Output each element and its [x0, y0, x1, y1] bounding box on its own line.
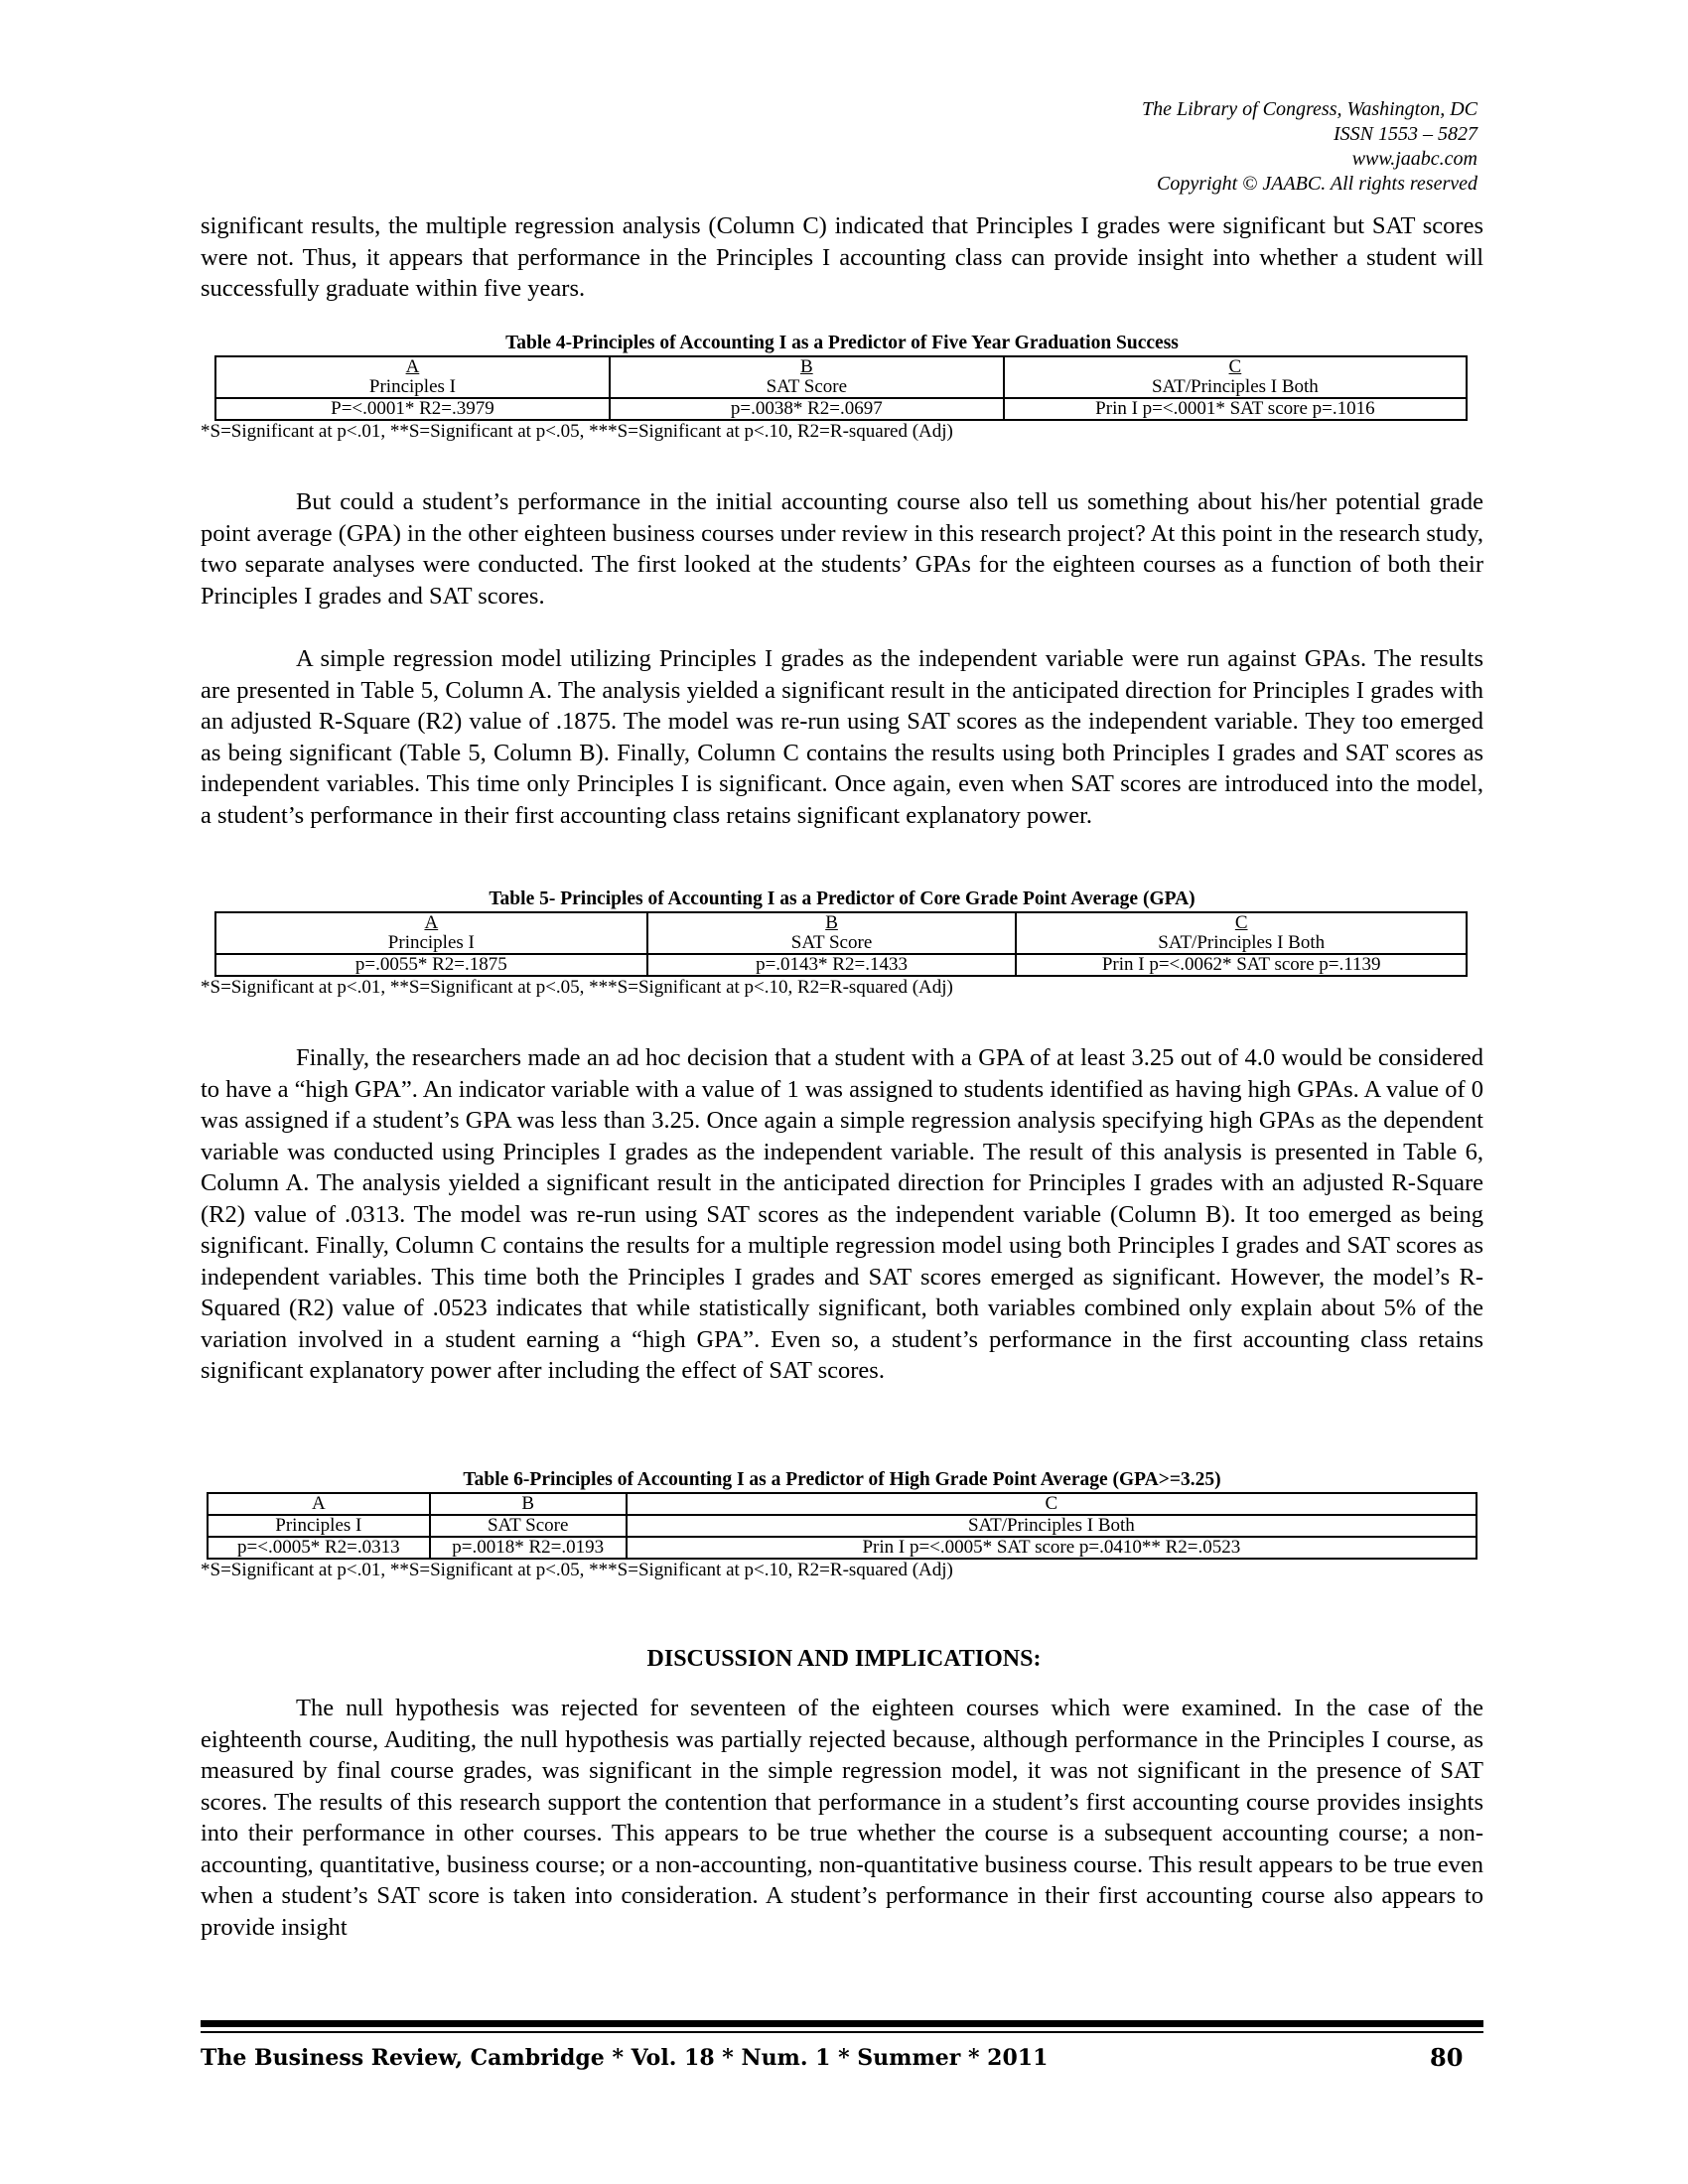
table-row — [215, 398, 1467, 420]
table-row — [215, 954, 1467, 976]
column-label: SAT/Principles I Both — [1158, 932, 1326, 953]
header-line-2: ISSN 1553 – 5827 — [1334, 123, 1477, 145]
column-label: SAT Score — [790, 932, 873, 953]
table-6-title: Table 6-Principles of Accounting I as a Predictor of High Grade Point Average (GPA>=3.25) — [463, 1469, 1221, 1490]
column-letter: C — [1234, 912, 1248, 933]
section-heading: DISCUSSION AND IMPLICATIONS: — [646, 1646, 1042, 1672]
table-row — [208, 1493, 1477, 1515]
column-letter: B — [799, 356, 813, 377]
paragraph-5-block — [201, 1693, 1483, 1943]
table-4-block — [201, 333, 1483, 443]
column-letter: A — [405, 356, 420, 377]
column-label: Principles I — [368, 376, 456, 397]
table-row — [208, 1515, 1477, 1537]
footer-rule — [201, 2020, 1483, 2027]
table-cell: p=.0018* R2=.0193 — [430, 1537, 627, 1559]
table-cell: Prin I p=<.0005* SAT score p=.0410** R2=.0523 — [627, 1537, 1477, 1559]
paragraph-3-block — [201, 643, 1483, 831]
column-letter: A — [424, 912, 439, 933]
paragraph-3: A simple regression model utilizing Principles I grades as the independent variable were run against GPAs. The results are presented in Table 5, Column A. The analysis yielded a significant result in the anticipated direction for Principles I grades with an adjusted R-Square (R2) value of .1875. The model was re-run using SAT scores as the independent variable. They too emerged as being significant (Table 5, Column B). Finally, Column C contains the results using both Principles I grades and SAT scores as independent variables. This time only Principles I is significant. Once again, even when SAT scores are introduced into the model, a student’s performance in their first accounting class retains significant explanatory power. — [201, 645, 1483, 829]
column-letter: C — [1228, 356, 1242, 377]
table-5 — [214, 911, 1468, 977]
table-6-col-a-letter: A — [208, 1493, 430, 1515]
table-6-col-b-letter: B — [430, 1493, 627, 1515]
paragraph-2-block — [201, 486, 1483, 612]
table-cell: P=<.0001* R2=.3979 — [215, 398, 610, 420]
paragraph-2: But could a student’s performance in the initial accounting course also tell us something about his/her potential grade point average (GPA) in the other eighteen business courses under review in this research project? At this point in the research study, two separate analyses were conducted. The first looked at the students’ GPAs for the eighteen courses as a function of both their Principles I grades and SAT scores. — [201, 488, 1483, 610]
table-5-col-a-header — [215, 912, 647, 954]
table-6-col-c-label: SAT/Principles I Both — [627, 1515, 1477, 1537]
table-5-block — [201, 888, 1483, 999]
column-letter: B — [825, 912, 838, 933]
table-6-block — [201, 1469, 1483, 1581]
table-6-note: *S=Significant at p<.01, **S=Significant at p<.05, ***S=Significant at p<.10, R2=R-squared (Adj) — [201, 1560, 953, 1580]
table-row — [208, 1537, 1477, 1559]
table-4-col-b-header — [610, 356, 1004, 398]
header-line-3: www.jaabc.com — [1351, 148, 1477, 170]
table-4-title: Table 4-Principles of Accounting I as a Predictor of Five Year Graduation Success — [505, 333, 1179, 353]
footer-journal: The Business Review, Cambridge * Vol. 18 * Num. 1 * Summer * 2011 — [201, 2045, 1049, 2071]
page-number: 80 — [1430, 2043, 1464, 2072]
paragraph-5: The null hypothesis was rejected for seventeen of the eighteen courses which were examined. In the case of the eighteenth course, Auditing, the null hypothesis was partially rejected because, although performance in the Principles I course, as measured by final course grades, was significant in the simple regression model, it was not significant in the presence of SAT scores. The results of this research support the contention that performance in a student’s first accounting course provides insights into their performance in other courses. This appears to be true whether the course is a subsequent accounting course; a non-accounting, quantitative, business course; or a non-accounting, non-quantitative business course. This result appears to be true even when a student’s SAT score is taken into consideration. A student’s performance in their first accounting course also appears to provide insight — [201, 1695, 1483, 1941]
paragraph-4: Finally, the researchers made an ad hoc decision that a student with a GPA of at least 3.25 out of 4.0 would be considered to have a “high GPA”. An indicator variable with a value of 1 was assigned to students identified as having high GPAs. A value of 0 was assigned if a student’s GPA was less than 3.25. Once again a simple regression analysis specifying high GPAs as the dependent variable was conducted using Principles I grades as the independent variable. The result of this analysis is presented in Table 6, Column A. The analysis yielded a significant result in the anticipated direction for Principles I grades with an adjusted R-Square (R2) value of .0313. The model was re-run using SAT scores as the independent variable (Column B). It too emerged as being significant. Finally, Column C contains the results for a multiple regression model using both Principles I grades and SAT scores as independent variables. This time both the Principles I grades and SAT scores emerged as significant. However, the model’s R-Squared (R2) value of .0523 indicates that while statistically significant, both variables combined only explain about 5% of the variation involved in a student earning a “high GPA”. Even so, a student’s performance in the first accounting class retains significant explanatory power after including the effect of SAT scores. — [201, 1044, 1483, 1384]
table-cell: Prin I p=<.0001* SAT score p=.1016 — [1004, 398, 1467, 420]
table-6-col-c-letter: C — [627, 1493, 1477, 1515]
column-label: Principles I — [387, 932, 475, 953]
column-label: SAT/Principles I Both — [1151, 376, 1319, 397]
running-header — [1142, 97, 1477, 197]
column-label: SAT Score — [766, 376, 848, 397]
footer-rule-thin — [201, 2031, 1483, 2033]
table-row — [215, 356, 1467, 398]
header-line-1: The Library of Congress, Washington, DC — [1141, 98, 1477, 120]
table-4-col-c-header — [1004, 356, 1467, 398]
table-row — [215, 912, 1467, 954]
table-6-col-b-label: SAT Score — [430, 1515, 627, 1537]
table-6-col-a-label: Principles I — [208, 1515, 430, 1537]
header-line-4: Copyright © JAABC. All rights reserved — [1157, 173, 1477, 195]
table-cell: p=.0055* R2=.1875 — [215, 954, 647, 976]
table-cell: p=<.0005* R2=.0313 — [208, 1537, 430, 1559]
table-4 — [214, 355, 1468, 421]
table-cell: Prin I p=<.0062* SAT score p=.1139 — [1016, 954, 1467, 976]
table-5-col-c-header — [1016, 912, 1467, 954]
table-5-title: Table 5- Principles of Accounting I as a Predictor of Core Grade Point Average (GPA) — [489, 888, 1196, 909]
table-4-col-a-header — [215, 356, 610, 398]
table-6 — [207, 1492, 1477, 1560]
paragraph-1-block — [201, 210, 1483, 305]
table-4-note: *S=Significant at p<.01, **S=Significant at p<.05, ***S=Significant at p<.10, R2=R-squared (Adj) — [201, 421, 953, 442]
table-5-col-b-header — [647, 912, 1017, 954]
paragraph-1: significant results, the multiple regression analysis (Column C) indicated that Principles I grades were significant but SAT scores were not. Thus, it appears that performance in the Principles I accounting class can provide insight into whether a student will successfully graduate within five years. — [201, 212, 1483, 302]
paragraph-4-block — [201, 1042, 1483, 1387]
table-cell: p=.0143* R2=.1433 — [647, 954, 1017, 976]
table-5-note: *S=Significant at p<.01, **S=Significant at p<.05, ***S=Significant at p<.10, R2=R-squared (Adj) — [201, 977, 953, 998]
table-cell: p=.0038* R2=.0697 — [610, 398, 1004, 420]
